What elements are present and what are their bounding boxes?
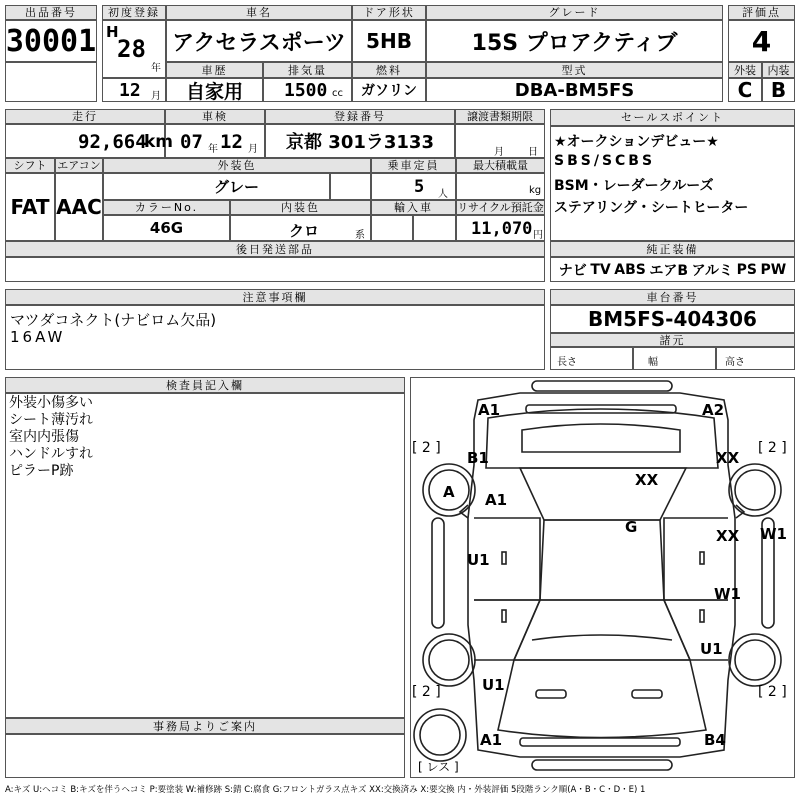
shift: FAT — [5, 173, 55, 241]
damage-right-fender: XX — [716, 449, 740, 467]
car-diagram — [410, 377, 795, 778]
fuel-label: 燃料 — [352, 62, 426, 78]
plate: 京都 301ラ3133 — [265, 124, 455, 158]
exterior-label: 外装 — [728, 62, 762, 78]
capacity-label: 乗車定員 — [371, 158, 456, 173]
inspection-month-unit: 月 — [248, 144, 258, 155]
damage-rear-right: B4 — [704, 731, 726, 749]
max-load-label: 最大積載量 — [456, 158, 545, 173]
mileage-label: 走行 — [5, 109, 165, 124]
spec-width-cell — [633, 347, 716, 370]
max-load-unit: kg — [529, 185, 542, 196]
caution-box — [5, 305, 545, 370]
spec-height: 高さ — [725, 357, 745, 368]
spec-height-cell — [716, 347, 795, 370]
spec-width: 幅 — [648, 357, 658, 368]
mileage: 92,664 — [78, 131, 147, 153]
first-reg-cell — [102, 20, 166, 78]
sales-point-3: BSM・レーダークルーズ — [554, 178, 714, 194]
recycle-unit: 円 — [533, 230, 543, 241]
ext-color-blank — [330, 173, 371, 200]
inspector-note-3: 室内内張傷 — [9, 429, 79, 445]
recycle-label: リサイクル預託金 — [457, 201, 544, 214]
inspection-month: 12 — [220, 131, 243, 153]
damage-front-left: A1 — [478, 401, 501, 419]
recycle: 11,070 — [471, 219, 533, 239]
damage-rear-left: A1 — [480, 731, 503, 749]
era: H — [106, 23, 119, 41]
int-color: クロ — [289, 222, 320, 240]
first-reg-month: 12 — [119, 80, 141, 101]
import-b — [413, 215, 456, 241]
mileage-cell — [5, 124, 174, 158]
displacement-label: 排気量 — [263, 62, 352, 78]
mileage-unit: km — [144, 132, 174, 152]
color-no: 46G — [103, 215, 230, 241]
plate-label: 登録番号 — [265, 109, 455, 124]
inspection-year: 07 — [180, 131, 203, 153]
aircon-label: エアコン — [55, 158, 103, 173]
int-color-label: 内装色 — [230, 200, 371, 215]
later-parts-label: 後日発送部品 — [5, 241, 545, 257]
grade: 15S プロアクティブ — [426, 20, 723, 62]
aircon: AAC — [55, 173, 103, 241]
damage-left-rear-door: U1 — [467, 551, 490, 569]
model-code-label: 型式 — [426, 62, 723, 78]
sales-point-4: ステアリング・シートヒーター — [554, 200, 749, 216]
damage-left-fender: B1 — [467, 449, 489, 467]
inspector-note-2: シート薄汚れ — [9, 412, 93, 428]
inspector-notes — [5, 393, 405, 718]
damage-right-rear-door: W1 — [714, 585, 741, 603]
caution-note-2: 16AW — [10, 328, 66, 346]
lot-no: 30001 — [5, 20, 97, 62]
damage-right-side: W1 — [760, 525, 787, 543]
tire-front-right-tread: [ 2 ] — [758, 440, 787, 456]
caution-note-1: マツダコネクト(ナビロム欠品) — [10, 311, 217, 329]
damage-legend: A:キズ U:ヘコミ B:キズを伴うヘコミ P:要塗装 W:補修跡 S:錆 C:腐食 G:フロントガラス点キズ XX:交換済み X:要交換 内・外装評価 5段階ランク順(A・B・C・D・E) 1 — [5, 785, 646, 795]
deadline-label: 譲渡書類期限 — [455, 109, 545, 124]
exterior-grade: C — [728, 78, 762, 102]
int-color-cell — [230, 215, 371, 241]
car-name: アクセラスポーツ — [166, 20, 352, 62]
displacement-unit: cc — [332, 88, 343, 99]
score: 4 — [728, 20, 795, 62]
first-reg-year: 28 — [117, 35, 146, 63]
import-a — [371, 215, 413, 241]
lot-no-blank — [5, 62, 97, 102]
equipment-ps: PS — [736, 261, 757, 278]
history: 自家用 — [166, 78, 263, 102]
ext-color: グレー — [103, 173, 330, 200]
fuel: ガソリン — [352, 78, 426, 102]
chassis-no: BM5FS-404306 — [550, 305, 795, 333]
inspector-label: 検査員記入欄 — [5, 377, 405, 393]
sales-points — [550, 126, 795, 241]
history-label: 車歴 — [166, 62, 263, 78]
capacity-unit: 人 — [438, 189, 448, 200]
office-notice-label: 事務局よりご案内 — [5, 718, 405, 734]
interior-grade: B — [762, 78, 795, 102]
spec-length: 長さ — [557, 357, 577, 368]
tire-rear-right-tread: [ 2 ] — [758, 684, 787, 700]
tire-front-left-tread: [ 2 ] — [412, 440, 441, 456]
damage-left-front-wheel: A — [443, 483, 455, 501]
month-unit: 月 — [151, 91, 161, 102]
tire-rear-left-tread: [ 2 ] — [412, 684, 441, 700]
color-no-label: カラーNo. — [103, 200, 230, 215]
int-color-suffix: 系 — [355, 230, 365, 241]
equipment — [550, 257, 795, 282]
lot-no-label: 出品番号 — [5, 5, 97, 20]
office-notice — [5, 734, 405, 778]
chassis-label: 車台番号 — [550, 289, 795, 305]
sales-point-2: SBS/SCBS — [554, 153, 656, 169]
spec-length-cell — [550, 347, 633, 370]
inspector-note-5: ピラーP跡 — [9, 463, 74, 479]
equipment-label: 純正装備 — [550, 241, 795, 257]
ext-color-label: 外装色 — [103, 158, 371, 173]
later-parts — [5, 257, 545, 282]
import-label: 輸入車 — [371, 200, 456, 215]
damage-hood: XX — [635, 471, 659, 489]
damage-right-front-door: XX — [716, 527, 740, 545]
deadline-month-unit: 月 — [494, 147, 504, 158]
equipment-alloy: アルミ — [691, 262, 734, 279]
deadline-cell — [455, 124, 545, 158]
inspector-note-4: ハンドルすれ — [9, 446, 93, 462]
caution-label: 注意事項欄 — [5, 289, 545, 305]
grade-label: グレード — [426, 5, 723, 20]
equipment-tv: TV — [590, 261, 611, 278]
first-reg-label: 初度登録 — [102, 5, 166, 20]
inspection-year-unit: 年 — [208, 144, 218, 155]
damage-left-front-door: A1 — [485, 491, 508, 509]
shift-label: シフト — [5, 158, 55, 173]
inspection-label: 車検 — [165, 109, 265, 124]
equipment-pw: PW — [760, 261, 787, 278]
equipment-airbag: エアB — [649, 262, 689, 279]
inspector-note-1: 外装小傷多い — [9, 395, 93, 411]
door-label: ドア形状 — [352, 5, 426, 20]
displacement-cell — [263, 78, 352, 102]
score-label: 評価点 — [728, 5, 795, 20]
equipment-nav: ナビ — [558, 262, 587, 279]
interior-label: 内装 — [762, 62, 795, 78]
door: 5HB — [352, 20, 426, 62]
sales-points-label: セールスポイント — [550, 109, 795, 126]
year-unit: 年 — [151, 63, 161, 74]
damage-left-rear-quarter: U1 — [482, 676, 505, 694]
recycle-cell — [456, 215, 545, 241]
deadline-day-unit: 日 — [528, 147, 538, 158]
capacity-cell — [371, 173, 456, 200]
damage-right-rear-quarter: U1 — [700, 640, 723, 658]
displacement: 1500 — [284, 80, 328, 101]
first-reg-month-cell — [102, 78, 166, 102]
max-load-cell — [456, 173, 545, 200]
model-code: DBA-BM5FS — [426, 78, 723, 102]
car-name-label: 車名 — [166, 5, 352, 20]
damage-front-right: A2 — [702, 401, 725, 419]
capacity: 5 — [414, 177, 425, 197]
equipment-abs: ABS — [614, 261, 646, 278]
damage-roof: G — [625, 518, 638, 536]
inspection-cell — [165, 124, 265, 158]
sales-point-1: ★オークションデビュー★ — [554, 134, 719, 150]
spare-tire-tread: [ レス ] — [418, 760, 459, 774]
specs-label: 諸元 — [550, 333, 795, 347]
